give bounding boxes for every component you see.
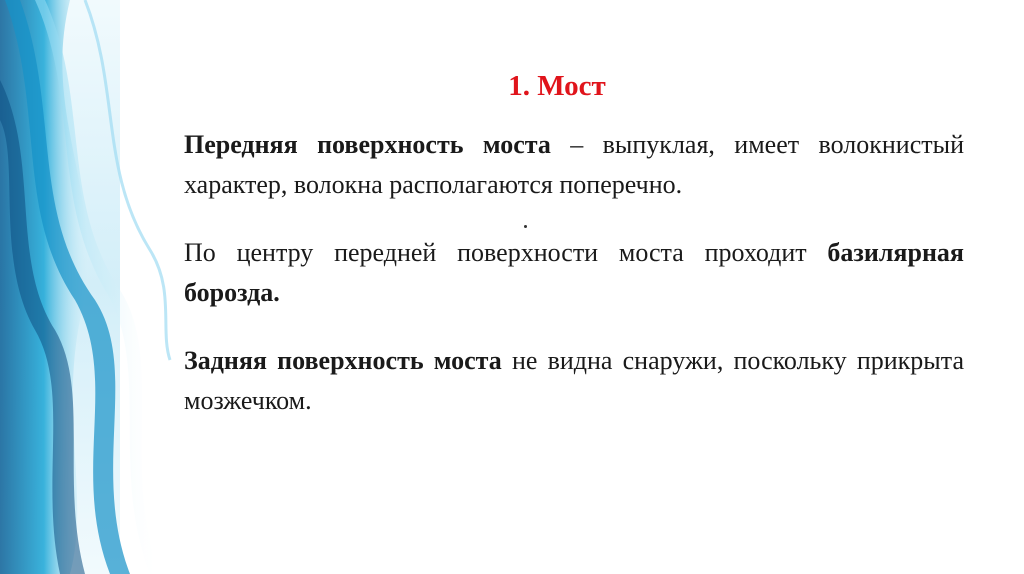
stray-dot (524, 225, 527, 228)
anterior-surface-description: – выпуклая, имеет волокнистый характер, волокна располагаются поперечно. (184, 130, 964, 199)
anterior-surface-term: Передняя поверхность моста (184, 130, 551, 159)
basilar-groove-description: По центру передней поверхности моста проходит (184, 238, 828, 267)
posterior-surface-term: Задняя поверхность моста (184, 346, 502, 375)
slide-title: 1. Мост (508, 70, 606, 102)
posterior-surface-description: не видна снаружи, поскольку прикрыта мозжечком. (184, 346, 964, 415)
paragraph-posterior-surface (184, 341, 964, 421)
paragraph-basilar-groove (184, 233, 964, 313)
paragraph-anterior-surface (184, 125, 964, 205)
basilar-groove-term: базилярная борозда. (184, 238, 964, 307)
